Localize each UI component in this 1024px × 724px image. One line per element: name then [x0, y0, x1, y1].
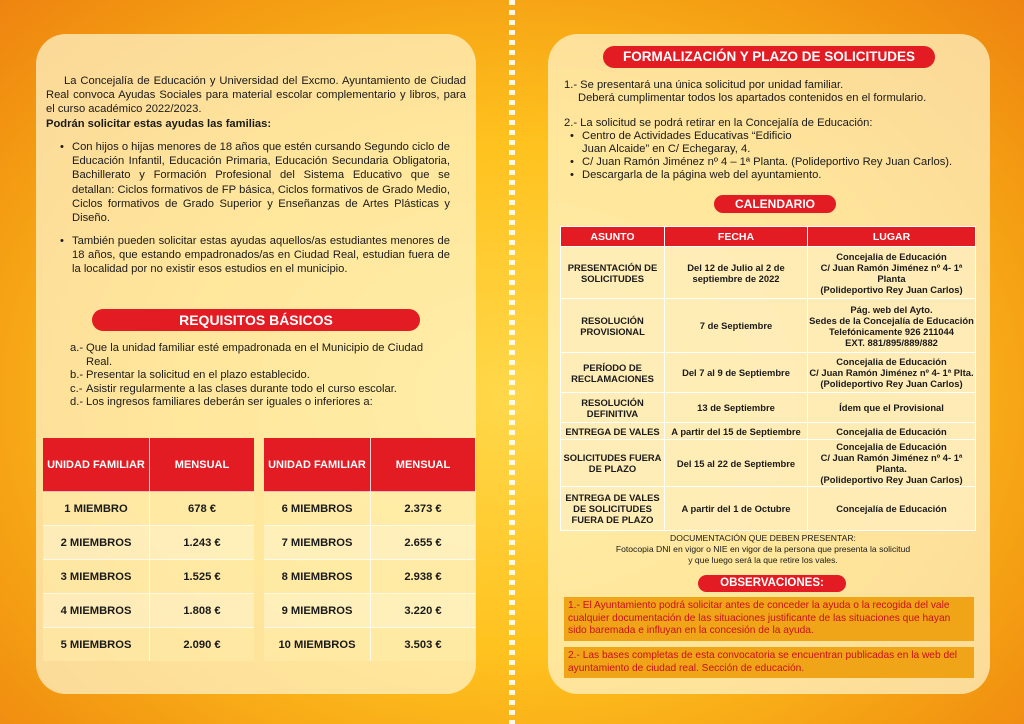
cell-unit: 1 MIEMBRO [43, 492, 150, 526]
cell-monthly: 3.220 € [371, 594, 476, 628]
cell-fecha: Del 15 al 22 de Septiembre [665, 440, 808, 487]
requirement-key: d.- [70, 396, 84, 408]
intro-paragraph [46, 74, 466, 131]
observations-heading: OBSERVACIONES: [698, 575, 846, 592]
requirement-item [70, 369, 450, 383]
table-row [264, 560, 475, 594]
table-row [561, 440, 976, 487]
observation-1: 1.- El Ayuntamiento podrá solicitar antes de conceder la ayuda o la recogida del vale cualquier documentación de las situaciones justificante de las situaciones que hayan sido baremada e influyan en la concesión de la ayuda. [564, 597, 974, 641]
col-header-monthly: MENSUAL [371, 438, 476, 492]
requirement-key: c.- [70, 382, 83, 395]
rule-1-line-1: 1.- Se presentará una única solicitud por unidad familiar. [564, 79, 844, 91]
cell-lugar: Concejalía de Educación [808, 487, 976, 531]
place-text: C/ Juan Ramón Jiménez nº 4 – 1ª Planta. (Polideportivo Rey Juan Carlos). [582, 156, 953, 168]
cell-unit: 10 MIEMBROS [264, 628, 371, 662]
cell-asunto: RESOLUCIÓN DEFINITIVA [561, 393, 665, 423]
table-row [264, 526, 475, 560]
requirements-heading: REQUISITOS BÁSICOS [92, 309, 420, 331]
place-item: • Descargarla de la página web del ayuntamiento. [570, 169, 822, 181]
cell-monthly: 1.808 € [150, 594, 255, 628]
cell-lugar: Concejalia de Educación C/ Juan Ramón Jiménez nº 4- 1ª Planta (Polideportivo Rey Juan Carlos) [808, 247, 976, 299]
table-row [561, 487, 976, 531]
intro-bold: Podrán solicitar estas ayudas las familias: [46, 117, 272, 130]
requirement-text: Que la unidad familiar esté empadronada en el Municipio de Ciudad Real. [86, 342, 424, 368]
place-text: Descargarla de la página web del ayuntamiento. [582, 169, 822, 181]
cell-monthly: 1.243 € [150, 526, 255, 560]
requirement-text: Los ingresos familiares deberán ser iguales o inferiores a: [86, 396, 373, 408]
table-row [264, 594, 475, 628]
intro-text: La Concejalía de Educación y Universidad del Excmo. Ayuntamiento de Ciudad Real convoca Ayudas Sociales para material escolar complementario y libros, para el curso académico 2022/2023. [46, 75, 466, 116]
requirement-text: Presentar la solicitud en el plazo establecido. [86, 369, 310, 381]
table-row [561, 393, 976, 423]
table-row [561, 299, 976, 353]
table-row [264, 492, 475, 526]
center-fold-dashes [509, 0, 515, 724]
cell-fecha: Del 12 de Julio al 2 de septiembre de 2022 [665, 247, 808, 299]
cell-fecha: 13 de Septiembre [665, 393, 808, 423]
cell-unit: 5 MIEMBROS [43, 628, 150, 662]
rule-2 [564, 117, 984, 182]
page-title: FORMALIZACIÓN Y PLAZO DE SOLICITUDES [603, 46, 935, 68]
cell-asunto: PERÍODO DE RECLAMACIONES [561, 353, 665, 393]
observation-2: 2.- Las bases completas de esta convocatoria se encuentran publicadas en la web del ayuntamiento de ciudad real. Sección de educación. [564, 647, 974, 678]
cell-fecha: Del 7 al 9 de Septiembre [665, 353, 808, 393]
cell-lugar: Concejalia de Educación [808, 423, 976, 440]
table-row [43, 628, 254, 662]
income-table-1 [43, 438, 254, 661]
cell-unit: 2 MIEMBROS [43, 526, 150, 560]
table-row [43, 560, 254, 594]
cell-asunto: ENTREGA DE VALES [561, 423, 665, 440]
table-row [561, 423, 976, 440]
cell-unit: 9 MIEMBROS [264, 594, 371, 628]
cell-monthly: 2.938 € [371, 560, 476, 594]
cell-asunto: ENTREGA DE VALES DE SOLICITUDES FUERA DE PLAZO [561, 487, 665, 531]
cell-asunto: PRESENTACIÓN DE SOLICITUDES [561, 247, 665, 299]
requirement-key: a.- [70, 342, 84, 354]
cell-unit: 7 MIEMBROS [264, 526, 371, 560]
table-row [561, 353, 976, 393]
documentation-line-2: y que luego será la que retire los vales. [688, 555, 838, 565]
cell-fecha: A partir del 1 de Octubre [665, 487, 808, 531]
requirement-item [70, 342, 450, 369]
cell-unit: 6 MIEMBROS [264, 492, 371, 526]
rule-1 [564, 79, 984, 105]
col-header-fecha: FECHA [665, 227, 808, 247]
requirements-list [70, 342, 450, 410]
eligibility-list-2 [58, 234, 450, 277]
cell-monthly: 2.655 € [371, 526, 476, 560]
cell-lugar: Ídem que el Provisional [808, 393, 976, 423]
cell-unit: 4 MIEMBROS [43, 594, 150, 628]
calendar-table [560, 226, 976, 531]
eligibility-item: • Con hijos o hijas menores de 18 años que estén cursando Segundo ciclo de Educación Infantil, Educación Primaria, Educación Secundaria Obligatoria, Bachillerato y Formación Profesional del Sistema Educativo que se detallan: Ciclos formativos de FP básica, Ciclos formativos de Grado Medio, Ciclos formativos de Grado Superior y Enseñanzas de Artes Plásticas y Diseño. [58, 140, 450, 225]
cell-monthly: 2.090 € [150, 628, 255, 662]
requirement-text: Asistir regularmente a las clases durante todo el curso escolar. [86, 382, 397, 395]
col-header-unit: UNIDAD FAMILIAR [264, 438, 371, 492]
col-header-unit: UNIDAD FAMILIAR [43, 438, 150, 492]
table-row [43, 526, 254, 560]
col-header-asunto: ASUNTO [561, 227, 665, 247]
col-header-monthly: MENSUAL [150, 438, 255, 492]
documentation-title: DOCUMENTACIÓN QUE DEBEN PRESENTAR: [670, 533, 856, 543]
cell-lugar: Concejalia de Educación C/ Juan Ramón Jiménez nº 4- 1ª Plta. (Polideportivo Rey Juan Carlos) [808, 353, 976, 393]
place-item: • C/ Juan Ramón Jiménez nº 4 – 1ª Planta. (Polideportivo Rey Juan Carlos). [570, 156, 953, 168]
eligibility-list [58, 140, 450, 225]
cell-asunto: SOLICITUDES FUERA DE PLAZO [561, 440, 665, 487]
requirement-item [70, 396, 450, 410]
cell-lugar: Concejalia de Educación C/ Juan Ramón Jiménez nº 4- 1ª Planta. (Polideportivo Rey Juan Carlos) [808, 440, 976, 487]
income-table-2 [264, 438, 475, 661]
rule-2-text: 2.- La solicitud se podrá retirar en la Concejalía de Educación: [564, 117, 873, 129]
requirement-key: b.- [70, 369, 84, 381]
documentation-block [560, 533, 966, 566]
rule-1-line-2: Deberá cumplimentar todos los apartados contenidos en el formulario. [578, 92, 927, 104]
cell-unit: 3 MIEMBROS [43, 560, 150, 594]
cell-monthly: 1.525 € [150, 560, 255, 594]
cell-monthly: 678 € [150, 492, 255, 526]
cell-asunto: RESOLUCIÓN PROVISIONAL [561, 299, 665, 353]
table-row [264, 628, 475, 662]
cell-unit: 8 MIEMBROS [264, 560, 371, 594]
table-row [561, 247, 976, 299]
cell-monthly: 3.503 € [371, 628, 476, 662]
places-list [564, 130, 984, 182]
col-header-lugar: LUGAR [808, 227, 976, 247]
eligibility-item: • También pueden solicitar estas ayudas aquellos/as estudiantes menores de 18 años, que estando empadronados/as en Ciudad Real, estudian fuera de la localidad por no existir esos estudios en el municipio. [58, 234, 450, 277]
documentation-line-1: Fotocopia DNI en vigor o NIE en vigor de la persona que presenta la solicitud [615, 544, 911, 554]
cell-lugar: Pág. web del Ayto. Sedes de la Concejalía de Educación Telefónicamente 926 211044 EXT. 881/895/889/882 [808, 299, 976, 353]
cell-monthly: 2.373 € [371, 492, 476, 526]
table-row [43, 492, 254, 526]
place-text: Centro de Actividades Educativas “Edificio Juan Alcaide” en C/ Echegaray, 4. [582, 130, 792, 155]
cell-fecha: 7 de Septiembre [665, 299, 808, 353]
requirement-item [70, 383, 450, 397]
cell-fecha: A partir del 15 de Septiembre [665, 423, 808, 440]
place-item: • Centro de Actividades Educativas “Edificio Juan Alcaide” en C/ Echegaray, 4. [570, 130, 792, 155]
calendar-heading: CALENDARIO [714, 195, 836, 213]
table-row [43, 594, 254, 628]
